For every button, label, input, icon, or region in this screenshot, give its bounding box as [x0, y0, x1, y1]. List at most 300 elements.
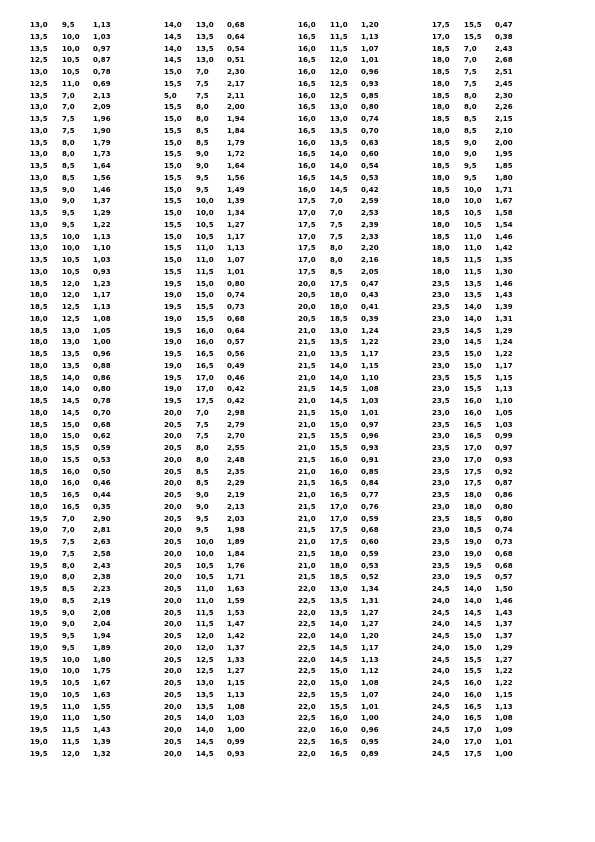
table-cell: 12,5 — [62, 314, 80, 323]
table-cell: 13,5 — [330, 350, 348, 358]
table-cell: 2,55 — [227, 444, 245, 452]
table-cell: 1,17 — [361, 350, 379, 358]
table-cell: 24,5 — [432, 655, 450, 664]
table-cell: 2,17 — [227, 79, 245, 88]
table-cell: 24,0 — [432, 714, 450, 723]
table-column-group — [298, 20, 448, 760]
table-cell: 22,0 — [298, 679, 316, 687]
table-cell: 1,34 — [227, 209, 245, 217]
table-cell: 19,5 — [30, 632, 48, 640]
table-cell: 18,5 — [432, 232, 450, 241]
table-row — [298, 725, 448, 737]
table-cell: 14,0 — [62, 385, 80, 394]
table-cell: 0,64 — [227, 326, 245, 335]
table-row — [432, 55, 582, 67]
table-cell: 0,70 — [93, 408, 111, 417]
table-cell: 15,0 — [164, 209, 182, 217]
table-cell: 0,47 — [361, 279, 379, 288]
table-cell: 10,0 — [196, 197, 214, 206]
table-cell: 19,0 — [164, 385, 182, 394]
table-cell: 14,5 — [330, 397, 348, 405]
table-cell: 17,0 — [196, 385, 214, 394]
table-cell: 16,0 — [298, 68, 316, 76]
table-cell: 15,5 — [164, 244, 182, 253]
table-cell: 18,0 — [30, 338, 48, 347]
table-cell: 14,0 — [464, 596, 482, 605]
table-cell: 21,0 — [298, 397, 316, 405]
table-row — [432, 337, 582, 349]
table-row — [164, 361, 314, 373]
table-cell: 15,5 — [164, 79, 182, 88]
table-cell: 20,0 — [164, 455, 182, 464]
table-cell: 1,30 — [495, 267, 513, 276]
table-cell: 2,53 — [361, 209, 379, 217]
table-row — [164, 267, 314, 279]
table-row — [298, 561, 448, 573]
table-cell: 20,0 — [164, 526, 182, 535]
table-cell: 22,0 — [298, 702, 316, 711]
table-cell: 22,5 — [298, 620, 316, 629]
table-cell: 21,5 — [298, 502, 316, 511]
table-row — [432, 749, 582, 761]
table-row — [30, 44, 180, 56]
table-cell: 19,0 — [164, 361, 182, 370]
table-cell: 11,5 — [196, 267, 214, 276]
table-cell: 15,5 — [62, 444, 80, 452]
table-cell: 19,5 — [30, 585, 48, 593]
table-cell: 1,71 — [495, 185, 513, 194]
table-cell: 24,5 — [432, 749, 450, 758]
table-cell: 19,0 — [164, 314, 182, 323]
table-row — [30, 561, 180, 573]
table-cell: 18,5 — [30, 444, 48, 452]
table-cell: 0,68 — [361, 526, 379, 535]
table-row — [432, 420, 582, 432]
table-cell: 0,92 — [495, 467, 513, 476]
table-row — [298, 326, 448, 338]
table-cell: 11,0 — [330, 21, 348, 29]
table-cell: 8,0 — [62, 561, 75, 570]
table-cell: 0,51 — [227, 56, 245, 65]
table-cell: 20,5 — [164, 420, 182, 429]
table-cell: 18,0 — [432, 126, 450, 135]
table-cell: 17,5 — [464, 479, 482, 488]
table-cell: 13,5 — [30, 185, 48, 194]
table-cell: 1,29 — [93, 209, 111, 217]
table-cell: 13,0 — [30, 21, 48, 29]
table-row — [298, 196, 448, 208]
table-cell: 9,0 — [464, 138, 477, 147]
table-cell: 9,5 — [464, 162, 477, 170]
table-cell: 1,20 — [361, 21, 379, 29]
table-cell: 16,5 — [62, 502, 80, 511]
table-cell: 22,0 — [298, 655, 316, 664]
table-row — [298, 314, 448, 326]
table-cell: 23,5 — [432, 279, 450, 288]
table-cell: 11,0 — [196, 585, 214, 593]
table-row — [432, 490, 582, 502]
table-cell: 0,53 — [361, 561, 379, 570]
table-cell: 18,5 — [432, 256, 450, 264]
table-cell: 14,5 — [330, 173, 348, 182]
table-cell: 0,56 — [227, 350, 245, 358]
table-cell: 18,5 — [30, 373, 48, 382]
table-row — [164, 467, 314, 479]
table-cell: 18,5 — [30, 420, 48, 429]
table-cell: 20,5 — [164, 585, 182, 593]
table-cell: 19,5 — [464, 561, 482, 570]
table-cell: 1,10 — [93, 244, 111, 253]
table-cell: 13,5 — [62, 350, 80, 358]
table-cell: 1,08 — [495, 714, 513, 723]
table-cell: 10,0 — [62, 232, 80, 241]
table-cell: 9,0 — [196, 150, 209, 159]
table-cell: 16,5 — [464, 420, 482, 429]
table-cell: 8,5 — [62, 173, 75, 182]
table-cell: 0,96 — [361, 432, 379, 441]
table-cell: 24,0 — [432, 737, 450, 746]
table-row — [164, 713, 314, 725]
table-cell: 1,07 — [361, 44, 379, 53]
table-row — [298, 608, 448, 620]
table-cell: 19,5 — [464, 573, 482, 582]
table-cell: 20,5 — [164, 690, 182, 699]
table-cell: 0,43 — [361, 291, 379, 300]
table-row — [30, 443, 180, 455]
table-cell: 11,0 — [62, 702, 80, 711]
table-cell: 13,5 — [196, 44, 214, 53]
table-row — [30, 302, 180, 314]
table-cell: 2,39 — [361, 220, 379, 229]
table-row — [432, 220, 582, 232]
table-cell: 11,0 — [196, 596, 214, 605]
table-cell: 2,10 — [495, 126, 513, 135]
table-row — [164, 349, 314, 361]
table-row — [30, 361, 180, 373]
table-cell: 11,0 — [464, 244, 482, 253]
table-cell: 15,5 — [330, 444, 348, 452]
table-cell: 9,0 — [62, 608, 75, 617]
table-cell: 13,5 — [30, 32, 48, 41]
table-row — [30, 431, 180, 443]
table-cell: 16,5 — [464, 432, 482, 441]
table-cell: 14,0 — [164, 21, 182, 29]
table-cell: 18,5 — [30, 303, 48, 311]
table-cell: 13,0 — [62, 326, 80, 335]
table-cell: 10,0 — [62, 32, 80, 41]
table-cell: 20,0 — [164, 667, 182, 676]
table-row — [30, 502, 180, 514]
table-cell: 13,0 — [30, 244, 48, 253]
table-cell: 7,5 — [62, 538, 75, 546]
table-cell: 1,49 — [227, 185, 245, 194]
table-row — [432, 267, 582, 279]
table-cell: 1,96 — [93, 115, 111, 123]
table-row — [30, 608, 180, 620]
table-cell: 15,0 — [330, 408, 348, 417]
table-row — [164, 678, 314, 690]
table-cell: 13,5 — [30, 138, 48, 147]
table-cell: 18,0 — [464, 502, 482, 511]
table-cell: 20,0 — [164, 479, 182, 488]
table-cell: 8,0 — [464, 103, 477, 112]
table-cell: 1,27 — [361, 620, 379, 629]
table-row — [30, 149, 180, 161]
table-cell: 10,0 — [464, 185, 482, 194]
table-row — [298, 255, 448, 267]
table-row — [30, 337, 180, 349]
table-cell: 21,0 — [298, 350, 316, 358]
table-cell: 0,46 — [227, 373, 245, 382]
table-row — [30, 138, 180, 150]
table-cell: 8,0 — [62, 573, 75, 582]
table-row — [164, 32, 314, 44]
table-cell: 7,5 — [330, 220, 343, 229]
table-cell: 22,0 — [298, 632, 316, 640]
table-row — [164, 502, 314, 514]
table-cell: 13,0 — [30, 126, 48, 135]
table-cell: 18,0 — [30, 361, 48, 370]
table-row — [298, 384, 448, 396]
table-cell: 15,5 — [464, 385, 482, 394]
table-cell: 10,5 — [62, 68, 80, 76]
table-cell: 17,5 — [298, 267, 316, 276]
table-row — [30, 713, 180, 725]
table-cell: 21,0 — [298, 373, 316, 382]
table-row — [30, 549, 180, 561]
table-row — [432, 431, 582, 443]
table-cell: 18,5 — [432, 209, 450, 217]
table-cell: 7,5 — [62, 115, 75, 123]
table-cell: 1,67 — [495, 197, 513, 206]
table-cell: 0,78 — [93, 68, 111, 76]
table-row — [432, 255, 582, 267]
table-cell: 16,0 — [330, 455, 348, 464]
table-cell: 11,5 — [464, 256, 482, 264]
table-row — [164, 20, 314, 32]
table-cell: 16,0 — [330, 714, 348, 723]
table-cell: 20,5 — [164, 608, 182, 617]
table-row — [30, 79, 180, 91]
table-cell: 0,68 — [495, 549, 513, 558]
table-cell: 15,0 — [164, 138, 182, 147]
table-row — [298, 232, 448, 244]
table-row — [298, 373, 448, 385]
table-row — [164, 608, 314, 620]
table-row — [298, 220, 448, 232]
table-cell: 23,0 — [432, 361, 450, 370]
table-cell: 13,5 — [330, 596, 348, 605]
table-cell: 18,0 — [330, 561, 348, 570]
table-cell: 15,5 — [164, 220, 182, 229]
table-cell: 1,64 — [227, 162, 245, 170]
table-cell: 16,5 — [330, 479, 348, 488]
table-row — [298, 572, 448, 584]
table-cell: 2,63 — [93, 538, 111, 546]
table-cell: 11,5 — [62, 726, 80, 734]
table-cell: 14,0 — [330, 150, 348, 159]
table-cell: 16,5 — [196, 361, 214, 370]
table-cell: 23,0 — [432, 502, 450, 511]
table-row — [30, 67, 180, 79]
table-row — [164, 631, 314, 643]
table-row — [164, 243, 314, 255]
table-row — [30, 678, 180, 690]
table-cell: 8,0 — [196, 115, 209, 123]
table-cell: 10,0 — [62, 667, 80, 676]
table-cell: 1,22 — [495, 667, 513, 676]
table-cell: 2,11 — [227, 91, 245, 100]
table-row — [30, 161, 180, 173]
table-cell: 0,76 — [361, 502, 379, 511]
table-cell: 18,5 — [432, 138, 450, 147]
table-cell: 1,00 — [93, 338, 111, 347]
table-cell: 1,15 — [361, 361, 379, 370]
table-cell: 18,5 — [464, 526, 482, 535]
table-cell: 1,05 — [495, 408, 513, 417]
table-cell: 0,44 — [93, 491, 111, 499]
table-cell: 18,0 — [432, 197, 450, 206]
table-row — [30, 514, 180, 526]
table-row — [164, 290, 314, 302]
table-cell: 24,5 — [432, 679, 450, 687]
table-row — [298, 161, 448, 173]
table-cell: 18,5 — [30, 350, 48, 358]
table-cell: 1,01 — [361, 702, 379, 711]
table-cell: 16,0 — [464, 408, 482, 417]
table-cell: 19,0 — [30, 526, 48, 535]
table-cell: 22,0 — [298, 726, 316, 734]
table-row — [432, 361, 582, 373]
table-row — [164, 173, 314, 185]
table-row — [432, 79, 582, 91]
table-row — [30, 478, 180, 490]
table-cell: 19,0 — [464, 538, 482, 546]
table-cell: 0,80 — [93, 385, 111, 394]
table-row — [298, 55, 448, 67]
table-row — [30, 702, 180, 714]
table-cell: 1,50 — [93, 714, 111, 723]
table-cell: 18,5 — [432, 44, 450, 53]
table-row — [432, 478, 582, 490]
table-cell: 21,5 — [298, 432, 316, 441]
table-cell: 0,42 — [227, 385, 245, 394]
table-cell: 18,0 — [30, 432, 48, 441]
table-cell: 18,5 — [30, 397, 48, 405]
table-cell: 14,0 — [330, 361, 348, 370]
table-cell: 20,5 — [164, 491, 182, 499]
table-row — [432, 349, 582, 361]
table-row — [298, 138, 448, 150]
table-cell: 20,0 — [164, 596, 182, 605]
table-cell: 1,22 — [93, 220, 111, 229]
table-row — [432, 502, 582, 514]
table-row — [30, 537, 180, 549]
table-cell: 21,5 — [298, 549, 316, 558]
table-cell: 10,5 — [196, 220, 214, 229]
table-cell: 13,5 — [30, 209, 48, 217]
table-cell: 1,20 — [361, 632, 379, 640]
table-row — [30, 490, 180, 502]
table-row — [164, 314, 314, 326]
table-cell: 1,03 — [93, 32, 111, 41]
table-cell: 1,43 — [93, 726, 111, 734]
table-row — [164, 537, 314, 549]
table-cell: 19,5 — [30, 655, 48, 664]
table-cell: 1,08 — [361, 679, 379, 687]
table-cell: 18,0 — [432, 220, 450, 229]
table-cell: 13,0 — [30, 68, 48, 76]
table-row — [298, 32, 448, 44]
table-cell: 0,68 — [227, 21, 245, 29]
table-row — [298, 584, 448, 596]
table-cell: 14,0 — [330, 373, 348, 382]
table-cell: 11,5 — [330, 32, 348, 41]
table-cell: 1,22 — [495, 679, 513, 687]
table-row — [164, 514, 314, 526]
table-cell: 14,5 — [62, 408, 80, 417]
table-cell: 12,0 — [330, 68, 348, 76]
table-cell: 20,0 — [164, 643, 182, 652]
table-cell: 9,5 — [62, 209, 75, 217]
table-cell: 15,5 — [164, 126, 182, 135]
table-row — [30, 232, 180, 244]
table-cell: 1,31 — [361, 596, 379, 605]
table-cell: 9,0 — [196, 502, 209, 511]
table-row — [164, 232, 314, 244]
table-cell: 19,5 — [164, 350, 182, 358]
table-cell: 16,5 — [464, 714, 482, 723]
table-cell: 15,0 — [164, 232, 182, 241]
table-cell: 1,43 — [495, 291, 513, 300]
table-cell: 1,46 — [495, 232, 513, 241]
table-row — [432, 690, 582, 702]
table-cell: 20,0 — [164, 432, 182, 441]
table-cell: 11,5 — [330, 44, 348, 53]
table-row — [432, 396, 582, 408]
table-cell: 14,0 — [330, 162, 348, 170]
table-cell: 8,5 — [62, 585, 75, 593]
table-cell: 1,50 — [495, 585, 513, 593]
table-cell: 1,46 — [93, 185, 111, 194]
table-cell: 8,5 — [330, 267, 343, 276]
table-cell: 2,03 — [227, 514, 245, 523]
table-cell: 10,0 — [62, 44, 80, 53]
table-cell: 1,13 — [93, 303, 111, 311]
table-row — [432, 102, 582, 114]
table-cell: 23,0 — [432, 573, 450, 582]
table-row — [164, 525, 314, 537]
table-cell: 13,0 — [196, 21, 214, 29]
table-cell: 0,35 — [93, 502, 111, 511]
table-row — [432, 443, 582, 455]
table-row — [298, 749, 448, 761]
table-cell: 23,0 — [432, 432, 450, 441]
table-cell: 18,0 — [432, 56, 450, 65]
table-cell: 19,0 — [164, 291, 182, 300]
table-cell: 1,01 — [361, 56, 379, 65]
table-cell: 0,42 — [361, 185, 379, 194]
table-cell: 16,5 — [330, 491, 348, 499]
table-row — [298, 208, 448, 220]
table-cell: 9,5 — [62, 220, 75, 229]
table-row — [30, 373, 180, 385]
table-row — [164, 690, 314, 702]
table-cell: 18,5 — [30, 467, 48, 476]
table-row — [30, 255, 180, 267]
table-row — [298, 713, 448, 725]
table-row — [432, 631, 582, 643]
